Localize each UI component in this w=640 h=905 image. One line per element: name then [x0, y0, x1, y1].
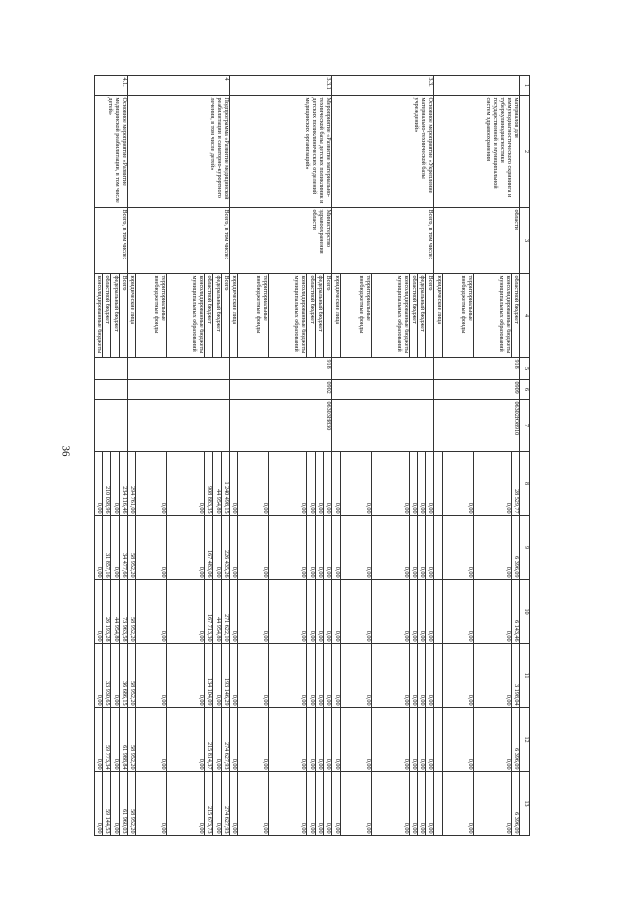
amount-cell: 0,00 [238, 644, 269, 708]
funding-source: консолидированные бюджеты муниципальных образований [371, 274, 409, 358]
amount-cell: 0,00 [136, 644, 167, 708]
code-target [127, 400, 229, 452]
column-header: 13 [520, 772, 530, 836]
amount-cell: 31 857,16 [102, 516, 110, 580]
amount-cell: 0,00 [238, 516, 269, 580]
amount-cell: 0,00 [111, 516, 119, 580]
amount-cell: 0,00 [94, 772, 102, 836]
amount-cell: 0,00 [340, 644, 371, 708]
amount-cell: 0,00 [409, 580, 417, 644]
amount-cell: 0,00 [94, 516, 102, 580]
amount-cell: 0,00 [167, 644, 205, 708]
amount-cell: 6 396,09 [511, 708, 519, 772]
amount-cell: 0,00 [442, 516, 473, 580]
amount-cell: 0,00 [417, 644, 425, 708]
table-row [511, 76, 519, 836]
amount-cell: 0,00 [426, 516, 434, 580]
amount-cell: 0,00 [409, 644, 417, 708]
amount-cell: 0,00 [230, 772, 238, 836]
funding-source: областной бюджет [102, 274, 110, 358]
amount-cell: 167 483,06 [205, 516, 213, 580]
amount-cell: 215 673,73 [205, 772, 213, 836]
funding-source: федеральный бюджет [417, 274, 425, 358]
amount-cell: 0,00 [238, 772, 269, 836]
amount-cell: 0,00 [473, 580, 511, 644]
code-grbs [94, 358, 127, 380]
funding-source: территориальные внебюджетные фонды [340, 274, 371, 358]
amount-cell: 0,00 [269, 708, 307, 772]
amount-cell: 0,00 [473, 708, 511, 772]
amount-cell: 6 396,09 [511, 516, 519, 580]
code-grbs: 918 [434, 358, 520, 380]
amount-cell: 0,00 [371, 516, 409, 580]
code-section: 0902 [230, 380, 332, 400]
amount-cell: 0,00 [238, 452, 269, 516]
funding-source: юридические лица [127, 274, 135, 358]
funding-source: территориальные внебюджетные фонды [442, 274, 473, 358]
amount-cell: 0,00 [371, 644, 409, 708]
amount-cell: 0,00 [307, 452, 315, 516]
amount-cell: 0,00 [111, 644, 119, 708]
amount-cell: 0,00 [340, 772, 371, 836]
amount-cell: 0,00 [167, 580, 205, 644]
amount-cell: 0,00 [409, 516, 417, 580]
amount-cell: 0,00 [136, 772, 167, 836]
funding-source: юридические лица [332, 274, 340, 358]
amount-cell: 0,00 [340, 516, 371, 580]
funding-source: консолидированные бюджеты муниципальных образований [269, 274, 307, 358]
amount-cell [434, 708, 442, 772]
amount-cell: 36 686,15 [119, 644, 127, 708]
amount-cell [434, 772, 442, 836]
amount-cell: 0,00 [315, 516, 323, 580]
code-section [127, 380, 229, 400]
amount-cell: 0,00 [94, 708, 102, 772]
amount-cell: 58 952,20 [127, 772, 135, 836]
amount-cell: 0,00 [332, 708, 340, 772]
table-wrapper [95, 75, 530, 835]
amount-cell: 274 627,93 [221, 708, 229, 772]
code-grbs [332, 358, 434, 380]
amount-cell: 73 963,58 [119, 580, 127, 644]
funding-source: федеральный бюджет [213, 274, 221, 358]
amount-cell: 0,00 [213, 772, 221, 836]
amount-cell: 0,00 [409, 772, 417, 836]
amount-cell: 26 193,28 [102, 580, 110, 644]
amount-cell: 274 627,93 [221, 772, 229, 836]
amount-cell: 61 988,84 [119, 708, 127, 772]
amount-cell: 6 143,46 [511, 580, 519, 644]
amount-cell: 0,00 [167, 516, 205, 580]
funding-source: территориальные внебюджетные фонды [136, 274, 167, 358]
funding-source: Всего [119, 274, 127, 358]
amount-cell: 0,00 [340, 708, 371, 772]
funding-source: юридические лица [434, 274, 442, 358]
table-row [119, 76, 127, 836]
funding-source: федеральный бюджет [111, 274, 119, 358]
amount-cell: 0,00 [426, 708, 434, 772]
amount-cell: 0,00 [213, 516, 221, 580]
amount-cell: 0,00 [442, 580, 473, 644]
funding-source: территориальные внебюджетные фонды [238, 274, 269, 358]
amount-cell: 0,00 [426, 772, 434, 836]
amount-cell: 0,00 [426, 580, 434, 644]
amount-cell: 215 814,37 [205, 708, 213, 772]
amount-cell: 0,00 [315, 772, 323, 836]
amount-cell: 0,00 [332, 580, 340, 644]
amount-cell: 193 146,29 [221, 644, 229, 708]
amount-cell: 0,00 [442, 452, 473, 516]
amount-cell: 0,00 [136, 516, 167, 580]
funding-source: Всего [323, 274, 331, 358]
amount-cell: 0,00 [426, 644, 434, 708]
row-number: 3.3. [332, 76, 434, 96]
column-header: 6 [520, 380, 530, 400]
amount-cell: 59 144,53 [102, 772, 110, 836]
funding-source: федеральный бюджет [315, 274, 323, 358]
amount-cell [434, 452, 442, 516]
funding-source: консолидированные бюджеты [94, 274, 102, 358]
amount-cell: 0,00 [230, 452, 238, 516]
row-number: 4.1. [94, 76, 127, 96]
amount-cell: 61 960,03 [119, 772, 127, 836]
amount-cell: 44 954,80 [213, 580, 221, 644]
amount-cell: 908 883,35 [205, 452, 213, 516]
code-section: 0909 [434, 380, 520, 400]
responsible: Министерство здравоохранения области [230, 208, 332, 274]
amount-cell: 0,00 [473, 644, 511, 708]
amount-cell: 294 761,00 [127, 452, 135, 516]
column-header: 12 [520, 708, 530, 772]
amount-cell: 0,00 [269, 772, 307, 836]
row-number: 4 [127, 76, 229, 96]
amount-cell [434, 580, 442, 644]
amount-cell: 0,00 [473, 452, 511, 516]
funding-source: юридические лица [230, 274, 238, 358]
amount-cell: 0,00 [269, 452, 307, 516]
amount-cell: 58 952,20 [127, 516, 135, 580]
column-header: 5 [520, 358, 530, 380]
amount-cell: 0,00 [417, 580, 425, 644]
amount-cell: 0,00 [307, 516, 315, 580]
amount-cell: 0,00 [167, 708, 205, 772]
amount-cell: 59 773,34 [102, 708, 110, 772]
amount-cell: 134 104,09 [205, 644, 213, 708]
amount-cell: 0,00 [111, 772, 119, 836]
activity-name: материалов для иммунодиагностического скрининга и туберкулинодиагностики государственной и муниципальной систем здравоохранения [434, 96, 520, 208]
amount-cell: 0,00 [307, 708, 315, 772]
amount-cell: 0,00 [315, 580, 323, 644]
rotated-page [95, 75, 530, 835]
responsible: Всего, в том числе: [332, 208, 434, 274]
amount-cell: 33 930,65 [102, 644, 110, 708]
table-row [323, 76, 331, 836]
amount-cell: 210 038,96 [102, 452, 110, 516]
amount-cell [434, 516, 442, 580]
amount-cell: 1 240 498,15 [221, 452, 229, 516]
amount-cell: 0,00 [371, 772, 409, 836]
amount-cell: 0,00 [323, 516, 331, 580]
amount-cell: 0,00 [238, 708, 269, 772]
amount-cell: 167 713,30 [205, 580, 213, 644]
amount-cell: 0,00 [307, 772, 315, 836]
amount-cell: 0,00 [94, 580, 102, 644]
amount-cell: 44 954,80 [111, 580, 119, 644]
amount-cell: 0,00 [442, 772, 473, 836]
amount-cell: 0,00 [307, 644, 315, 708]
amount-cell: 0,00 [332, 644, 340, 708]
amount-cell: 0,00 [315, 452, 323, 516]
column-header: 4 [520, 274, 530, 358]
amount-cell: 0,00 [340, 452, 371, 516]
amount-cell: 0,00 [371, 708, 409, 772]
amount-cell: 0,00 [94, 452, 102, 516]
funding-source: областной бюджет [511, 274, 519, 358]
amount-cell: 3 198,04 [511, 644, 519, 708]
amount-cell: 58 952,20 [127, 580, 135, 644]
amount-cell: 0,00 [332, 452, 340, 516]
amount-cell: 0,00 [473, 772, 511, 836]
funding-source: Всего [221, 274, 229, 358]
amount-cell: 0,00 [213, 644, 221, 708]
amount-cell: 0,00 [371, 452, 409, 516]
amount-cell: 0,00 [417, 516, 425, 580]
amount-cell: 0,00 [315, 708, 323, 772]
amount-cell: 0,00 [136, 580, 167, 644]
amount-cell: 0,00 [332, 772, 340, 836]
funding-source: консолидированные бюджеты муниципальных образований [473, 274, 511, 358]
row-number [434, 76, 520, 96]
amount-cell: 0,00 [323, 644, 331, 708]
amount-cell: 0,00 [111, 708, 119, 772]
amount-cell: 271 622,10 [221, 580, 229, 644]
amount-cell: 0,00 [315, 644, 323, 708]
amount-cell: 0,00 [167, 772, 205, 836]
code-section [332, 380, 434, 400]
amount-cell: 0,00 [230, 580, 238, 644]
column-header: 3 [520, 208, 530, 274]
table-row [221, 76, 229, 836]
amount-cell: 0,00 [269, 516, 307, 580]
amount-cell: 226 435,26 [221, 516, 229, 580]
row-number: 3.3.1 [230, 76, 332, 96]
amount-cell: 0,00 [111, 452, 119, 516]
amount-cell: 0,00 [323, 580, 331, 644]
table-body [94, 76, 519, 836]
funding-source: областной бюджет [205, 274, 213, 358]
code-grbs: 918 [230, 358, 332, 380]
amount-cell: 0,00 [269, 580, 307, 644]
amount-cell: 0,00 [371, 580, 409, 644]
code-grbs [127, 358, 229, 380]
funding-source: Всего [426, 274, 434, 358]
header-row [520, 76, 530, 836]
amount-cell: 0,00 [323, 708, 331, 772]
amount-cell [434, 644, 442, 708]
code-target: 06302Ю8910 [434, 400, 520, 452]
responsible: Всего, в том числе: [94, 208, 127, 274]
amount-cell: 0,00 [136, 452, 167, 516]
table-row [426, 76, 434, 836]
column-header: 2 [520, 96, 530, 208]
amount-cell: 0,00 [442, 644, 473, 708]
amount-cell: 6 396,09 [511, 772, 519, 836]
amount-cell: 0,00 [269, 644, 307, 708]
amount-cell: 58 952,20 [127, 708, 135, 772]
code-target: 06303Н830 [230, 400, 332, 452]
amount-cell: 0,00 [417, 708, 425, 772]
code-section [94, 380, 127, 400]
amount-cell: 0,00 [238, 580, 269, 644]
amount-cell: 44 954,80 [213, 452, 221, 516]
activity-name: Основное мероприятие «Развитие медицинской реабилитации, в том числе детей» [94, 96, 127, 208]
column-header: 7 [520, 400, 530, 452]
activity-name: Подпрограмма «Развитие медицинской реабилитации и санаторно-курортного лечения, в том числе детей» [127, 96, 229, 208]
responsible: области [434, 208, 520, 274]
funding-source: областной бюджет [409, 274, 417, 358]
amount-cell: 58 952,20 [127, 644, 135, 708]
amount-cell: 0,00 [426, 452, 434, 516]
amount-cell: 0,00 [307, 580, 315, 644]
funding-source: консолидированные бюджеты муниципальных образований [167, 274, 205, 358]
amount-cell: 0,00 [332, 516, 340, 580]
amount-cell: 234 116,46 [119, 452, 127, 516]
amount-cell: 0,00 [213, 708, 221, 772]
amount-cell: 0,00 [417, 772, 425, 836]
column-header: 9 [520, 516, 530, 580]
amount-cell: 0,00 [136, 708, 167, 772]
activity-name: Мероприятие «Развитие материально-технической базы детских поликлиник и детских поликлинических отделений медицинских организаций» [230, 96, 332, 208]
funding-source: областной бюджет [307, 274, 315, 358]
amount-cell: 0,00 [340, 580, 371, 644]
amount-cell: 0,00 [417, 452, 425, 516]
amount-cell: 0,00 [323, 452, 331, 516]
amount-cell: 34 477,66 [119, 516, 127, 580]
column-header: 8 [520, 452, 530, 516]
amount-cell: 0,00 [230, 644, 238, 708]
amount-cell: 0,00 [409, 708, 417, 772]
amount-cell: 28 529,77 [511, 452, 519, 516]
code-target [332, 400, 434, 452]
column-header: 11 [520, 644, 530, 708]
budget-table [94, 75, 530, 836]
activity-name: Основное мероприятие «Укрепление материально-технической базы учреждений» [332, 96, 434, 208]
column-header: 10 [520, 580, 530, 644]
code-target [94, 400, 127, 452]
responsible: Всего, в том числе: [127, 208, 229, 274]
amount-cell: 0,00 [230, 516, 238, 580]
amount-cell: 0,00 [409, 452, 417, 516]
amount-cell: 0,00 [323, 772, 331, 836]
amount-cell: 0,00 [473, 516, 511, 580]
page-number: 36 [59, 445, 72, 457]
amount-cell: 0,00 [94, 644, 102, 708]
amount-cell: 0,00 [442, 708, 473, 772]
column-header: 1 [520, 76, 530, 96]
amount-cell: 0,00 [230, 708, 238, 772]
amount-cell: 0,00 [167, 452, 205, 516]
